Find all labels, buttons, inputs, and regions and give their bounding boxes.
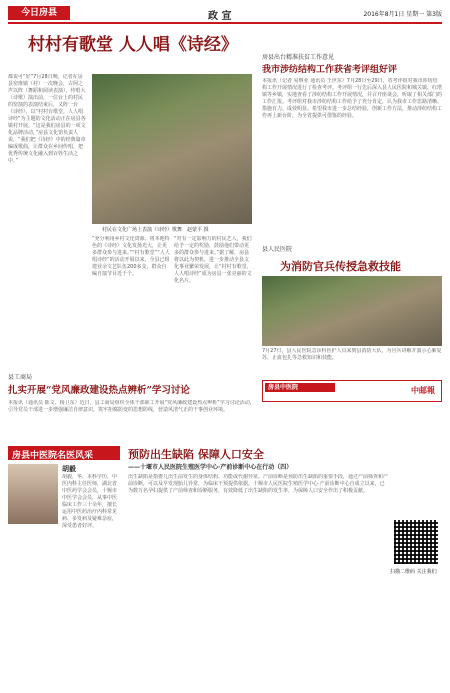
- lead-col3: “对有一定影响力的村民艺人，我们给予一定的奖励，鼓励他们带动更多的群众参与进来。”据了解，房县将以此为契机，进一步推动全县文化事业繁荣发展，让“村村有歌堂，人人唱诗经”成为房县一张亮丽的文化名片。: [174, 236, 252, 284]
- doctor-name: 胡毅: [62, 465, 76, 473]
- right-body: 本报讯（记者 易继业 通讯员 王世东）7月28日至29日，省考评组对我市涉纺结构工作开展情况进行了检查考评。考评组一行先后深入县人民医院和城关镇、红塔镇等乡镇，实地查看了涉纺结构工作开展情况，并召开座谈会，听取了相关部门的工作汇报。考评组对我市涉纺结构工作给予了充分肯定，认为我市工作思路清晰、措施有力、成效明显。希望我市进一步总结经验，创新工作方法，推动涉纺结构工作再上新台阶，为全省提供可借鉴的经验。: [262, 78, 442, 119]
- hospital-body: 7月27日，县人民医院急诊科医护人员来到县消防大队，为官兵讲解并演示心肺复苏、止血包扎等急救知识和技能。: [262, 348, 442, 361]
- mid-body: 本报讯（通讯员 陈文、杨卫东）近日，县工商局组织全体干部职工开展“党风廉政建设热点辨析”学习讨论活动，引导党员干部进一步增强廉洁自律意识，筑牢拒腐防变的思想防线，营造风清气正的干事创业环境。: [8, 400, 255, 413]
- hospital-ad: [262, 380, 442, 402]
- ad-label: 房县中医院: [265, 383, 335, 392]
- hospital-headline: 为消防官兵传授急救技能: [280, 260, 401, 273]
- doctor-photo: [8, 464, 58, 524]
- paper-logo: 今日房县: [8, 6, 70, 20]
- mid-kicker: 县工商局: [8, 374, 33, 381]
- mid-headline: 扎实开展“党风廉政建设热点辨析”学习讨论: [8, 385, 190, 396]
- issue-date: 2016年8月1日 星期一 第3版: [363, 11, 442, 18]
- right-headline: 我市涉纺结构工作获省考评组好评: [262, 65, 398, 75]
- feature-body: 出生缺陷是指婴儿出生前发生的身体结构、功能或代谢异常。产前诊断是预防出生缺陷的重要手段，通过产前筛查和产前诊断，可以及早发现胎儿异常，为临床干预提供依据。十堰市人民医院生殖医学中心·产前诊断中心自成立以来，已为数万名孕妇提供了产前筛查和诊断服务，有效降低了出生缺陷的发生率，为保障人口安全作出了积极贡献。: [128, 474, 388, 494]
- hospital-photo: [262, 276, 442, 346]
- lead-photo: [92, 74, 252, 224]
- lead-col2: “充分利用乡村文化资源，将本地特色的《诗经》文化发扬光大，让更多群众参与进来。”“村有歌堂”“人人唱诗经”的活动开展以来，全县已组建业余文艺队伍200多支，群众自编自演节目近千个。: [92, 236, 170, 277]
- masthead: [8, 6, 442, 24]
- qr-code[interactable]: [394, 520, 438, 564]
- ad-brand: 中邮報: [411, 386, 435, 395]
- doctor-title: 房县中医院名医风采: [12, 451, 94, 461]
- lead-headline: 村村有歌堂 人人唱《诗经》: [28, 35, 238, 55]
- photo-caption: 村民在文化广场上表演《诗经》歌舞 赵蒙平 摄: [102, 227, 209, 233]
- section-title: 政 宣: [208, 11, 232, 22]
- qr-caption: 扫描二维码 关注我们: [390, 569, 437, 575]
- hospital-kicker: 县人民医院: [262, 246, 293, 253]
- doctor-body: 胡毅，华，本科学历，中医内科主任医师，湖北省中医药学会会员，十堰市中医学会会员，从事中医临床工作三十余年，擅长运用中医药治疗内科常见病、多发病及疑难杂症，深受患者好评。: [62, 474, 118, 529]
- lead-body: 都说可“好”7月28日晚，记者在房县窑淮镇（村）一次晚会，古阿之声以阵（舞蹈和阅读表演），传唱大（诗歌）演出前，一位台上的村民的窑演的表演结束后，又阵一台《诗经》，以“村村有歌堂，人人唱诗经”为主题的文化活动正在房县各镇村开展。“这是我们房县的一项文化品牌活动，”房县文化馆负责人说，“我们把《诗经》中的经典篇章编成歌曲，让群众在乡间传唱，把优秀传统文化融入到百姓生活之中。”: [8, 74, 86, 164]
- right-kicker: 房县出台精准扶贫工作意见: [262, 54, 335, 61]
- feature-headline: 预防出生缺陷 保障人口安全: [128, 448, 264, 461]
- feature-subhead: ——十堰市人民医院生殖医学中心·产前诊断中心在行动（四）: [128, 464, 293, 471]
